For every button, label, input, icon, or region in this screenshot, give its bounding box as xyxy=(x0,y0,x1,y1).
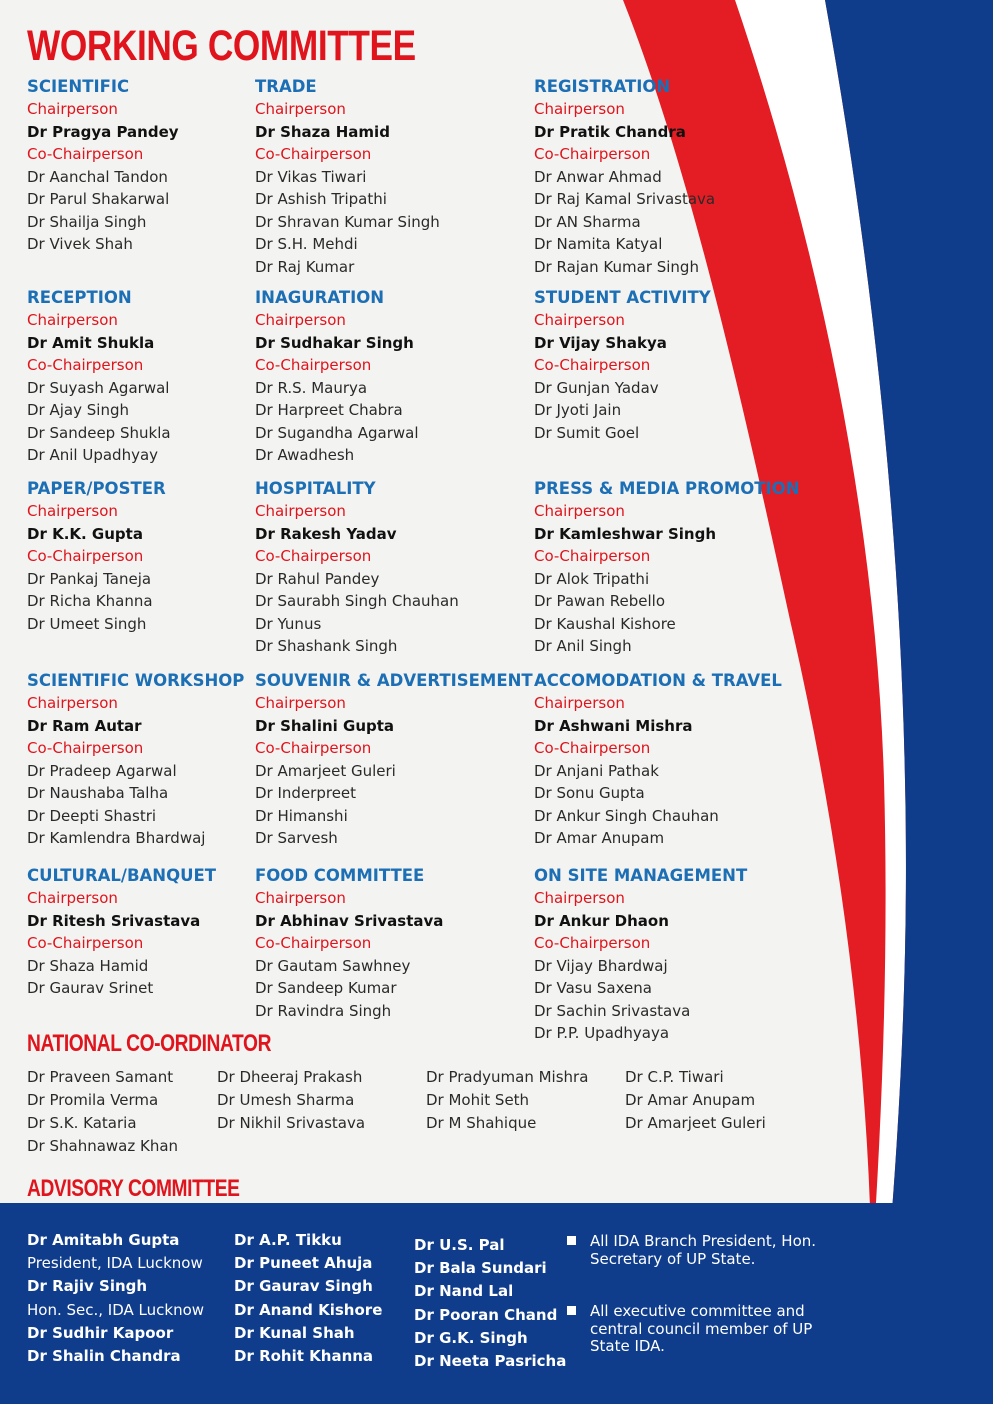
member-name: Dr Ankur Singh Chauhan xyxy=(534,806,719,825)
chairperson-label: Chairperson xyxy=(534,889,625,907)
co-chairperson-label: Co-Chairperson xyxy=(255,739,372,757)
coordinator-name: Dr Nikhil Srivastava xyxy=(217,1114,366,1132)
member-name: Dr Sumit Goel xyxy=(534,423,640,442)
member-name: Dr Kamlendra Bhardwaj xyxy=(27,829,206,847)
chairperson-label: Chairperson xyxy=(534,311,625,329)
member-name: Dr Shailja Singh xyxy=(27,212,147,231)
member-name: Dr Ravindra Singh xyxy=(255,1001,392,1020)
committee-block xyxy=(534,477,804,658)
advisor-name: Dr Rajiv Singh xyxy=(27,1277,148,1296)
member-name: Dr Rajan Kumar Singh xyxy=(534,257,699,276)
committee-block xyxy=(534,864,804,1045)
member-name: Dr Umeet Singh xyxy=(27,614,147,633)
chairperson-name: Dr Amit Shukla xyxy=(27,333,155,352)
advisory-column xyxy=(414,1234,566,1373)
co-chairperson-label: Co-Chairperson xyxy=(27,547,144,565)
committee-title: PAPER/POSTER xyxy=(27,479,166,498)
member-name: Dr Inderpreet xyxy=(255,784,357,802)
member-name: Dr Shravan Kumar Singh xyxy=(255,212,440,231)
member-name: Dr Richa Khanna xyxy=(27,592,153,610)
advisor-name: Dr Nand Lal xyxy=(414,1282,514,1301)
committee-title: HOSPITALITY xyxy=(255,479,376,498)
committee-title: REGISTRATION xyxy=(534,77,671,96)
committee-block xyxy=(534,286,804,444)
coordinator-name: Dr Shahnawaz Khan xyxy=(27,1137,179,1155)
coordinator-column xyxy=(27,1066,178,1158)
coordinator-name: Dr Umesh Sharma xyxy=(217,1091,355,1109)
member-name: Dr AN Sharma xyxy=(534,212,641,231)
coordinator-name: Dr Amar Anupam xyxy=(625,1091,756,1109)
committee-title: ON SITE MANAGEMENT xyxy=(534,866,748,885)
national-coordinator-title: NATIONAL CO-ORDINATOR xyxy=(27,1030,272,1057)
coordinator-name: Dr C.P. Tiwari xyxy=(625,1068,724,1086)
member-name: Dr Namita Katyal xyxy=(534,235,663,253)
member-name: Dr Sonu Gupta xyxy=(534,784,645,802)
committee-block xyxy=(534,669,804,850)
member-name: Dr Anil Upadhyay xyxy=(27,446,159,464)
chairperson-name: Dr Ram Autar xyxy=(27,716,142,735)
chairperson-label: Chairperson xyxy=(255,100,346,118)
member-name: Dr Suyash Agarwal xyxy=(27,378,170,397)
chairperson-name: Dr Abhinav Srivastava xyxy=(255,911,444,930)
advisor-name: Dr Pooran Chand xyxy=(414,1305,558,1324)
chairperson-name: Dr Pratik Chandra xyxy=(534,122,686,141)
co-chairperson-label: Co-Chairperson xyxy=(27,739,144,757)
committee-title: SCIENTIFIC WORKSHOP xyxy=(27,671,245,690)
co-chairperson-label: Co-Chairperson xyxy=(255,547,372,565)
advisor-name: Dr Kunal Shah xyxy=(234,1323,355,1342)
member-name: Dr R.S. Maurya xyxy=(255,378,368,397)
member-name: Dr Raj Kumar xyxy=(255,257,355,276)
coordinator-name: Dr Dheeraj Prakash xyxy=(217,1068,363,1086)
member-name: Dr Sachin Srivastava xyxy=(534,1001,691,1020)
co-chairperson-label: Co-Chairperson xyxy=(27,356,144,374)
chairperson-name: Dr Shaza Hamid xyxy=(255,122,390,141)
member-name: Dr Vasu Saxena xyxy=(534,979,652,997)
member-name: Dr Deepti Shastri xyxy=(27,806,157,825)
member-name: Dr Alok Tripathi xyxy=(534,569,650,588)
member-name: Dr Anil Singh xyxy=(534,637,632,655)
chairperson-name: Dr Ashwani Mishra xyxy=(534,716,693,735)
member-name: Dr Saurabh Singh Chauhan xyxy=(255,592,459,610)
advisor-name: Dr Sudhir Kapoor xyxy=(27,1323,174,1342)
member-name: Dr Vijay Bhardwaj xyxy=(534,956,668,975)
advisory-note xyxy=(567,1303,817,1356)
co-chairperson-label: Co-Chairperson xyxy=(255,145,372,163)
advisory-committee-title: ADVISORY COMMITTEE xyxy=(27,1175,240,1202)
advisory-column xyxy=(27,1229,204,1368)
chairperson-name: Dr Rakesh Yadav xyxy=(255,524,397,543)
member-name: Dr Anjani Pathak xyxy=(534,761,659,780)
co-chairperson-label: Co-Chairperson xyxy=(27,145,144,163)
chairperson-name: Dr Vijay Shakya xyxy=(534,333,667,352)
chairperson-label: Chairperson xyxy=(255,694,346,712)
square-bullet-icon xyxy=(567,1306,576,1315)
member-name: Dr Vikas Tiwari xyxy=(255,167,367,186)
chairperson-label: Chairperson xyxy=(27,100,118,118)
committee-block xyxy=(255,669,533,850)
advisor-name: Dr A.P. Tikku xyxy=(234,1231,342,1249)
chairperson-label: Chairperson xyxy=(534,100,625,118)
co-chairperson-label: Co-Chairperson xyxy=(534,356,651,374)
committee-block xyxy=(255,477,525,658)
member-name: Dr Jyoti Jain xyxy=(534,401,622,419)
member-name: Dr Amar Anupam xyxy=(534,829,665,847)
committee-title: INAGURATION xyxy=(255,288,385,307)
member-name: Dr Shashank Singh xyxy=(255,637,398,655)
member-name: Dr Ajay Singh xyxy=(27,401,129,419)
member-name: Dr Anwar Ahmad xyxy=(534,167,662,186)
chairperson-label: Chairperson xyxy=(255,889,346,907)
advisor-name: Dr Bala Sundari xyxy=(414,1259,547,1278)
member-name: Dr Gunjan Yadav xyxy=(534,378,659,397)
chairperson-name: Dr K.K. Gupta xyxy=(27,524,143,543)
committee-title: STUDENT ACTIVITY xyxy=(534,288,711,307)
committee-title: ACCOMODATION & TRAVEL xyxy=(534,671,782,690)
co-chairperson-label: Co-Chairperson xyxy=(534,145,651,163)
member-name: Dr Pawan Rebello xyxy=(534,592,666,610)
co-chairperson-label: Co-Chairperson xyxy=(27,934,144,952)
advisory-note-text: All IDA Branch President, Hon. Secretary of UP State. xyxy=(590,1232,817,1268)
committee-title: TRADE xyxy=(255,77,317,96)
committee-title: CULTURAL/BANQUET xyxy=(27,866,217,885)
coordinator-name: Dr Praveen Samant xyxy=(27,1068,174,1086)
chairperson-label: Chairperson xyxy=(534,502,625,520)
chairperson-name: Dr Shalini Gupta xyxy=(255,716,395,735)
coordinator-name: Dr Promila Verma xyxy=(27,1091,159,1109)
coordinator-name: Dr Mohit Seth xyxy=(426,1091,530,1109)
chairperson-label: Chairperson xyxy=(27,502,118,520)
chairperson-label: Chairperson xyxy=(534,694,625,712)
chairperson-label: Chairperson xyxy=(27,694,118,712)
co-chairperson-label: Co-Chairperson xyxy=(534,739,651,757)
member-name: Dr S.H. Mehdi xyxy=(255,235,358,253)
advisory-note xyxy=(567,1233,817,1268)
member-name: Dr Sandeep Shukla xyxy=(27,423,171,442)
committee-block xyxy=(255,75,525,278)
advisory-note-text: All executive committee and central council member of UP State IDA. xyxy=(590,1302,813,1355)
chairperson-name: Dr Ankur Dhaon xyxy=(534,911,669,930)
member-name: Dr Parul Shakarwal xyxy=(27,190,170,208)
coordinator-name: Dr Amarjeet Guleri xyxy=(625,1114,766,1132)
member-name: Dr Yunus xyxy=(255,614,322,633)
chairperson-name: Dr Kamleshwar Singh xyxy=(534,524,717,543)
co-chairperson-label: Co-Chairperson xyxy=(534,934,651,952)
member-name: Dr Sandeep Kumar xyxy=(255,979,397,997)
member-name: Dr Rahul Pandey xyxy=(255,569,380,588)
chairperson-name: Dr Sudhakar Singh xyxy=(255,333,414,352)
coordinator-name: Dr Pradyuman Mishra xyxy=(426,1068,589,1086)
member-name: Dr P.P. Upadhyaya xyxy=(534,1024,670,1042)
member-name: Dr Gautam Sawhney xyxy=(255,956,411,975)
coordinator-name: Dr S.K. Kataria xyxy=(27,1114,137,1132)
committee-block xyxy=(534,75,804,278)
advisor-name: Dr Anand Kishore xyxy=(234,1300,383,1319)
committee-block xyxy=(255,286,525,467)
advisor-name: Dr G.K. Singh xyxy=(414,1328,528,1347)
committee-title: SCIENTIFIC xyxy=(27,77,130,96)
member-name: Dr Himanshi xyxy=(255,806,348,825)
member-name: Dr Vivek Shah xyxy=(27,235,133,253)
coordinator-column xyxy=(426,1066,588,1135)
advisor-role: President, IDA Lucknow xyxy=(27,1254,203,1273)
member-name: Dr Awadhesh xyxy=(255,446,355,464)
advisor-role: Hon. Sec., IDA Lucknow xyxy=(27,1300,205,1319)
committee-title: FOOD COMMITTEE xyxy=(255,866,425,885)
committee-title: PRESS & MEDIA PROMOTION xyxy=(534,479,800,498)
member-name: Dr Shaza Hamid xyxy=(27,956,149,975)
committee-title: SOUVENIR & ADVERTISEMENT xyxy=(255,671,533,690)
advisor-name: Dr U.S. Pal xyxy=(414,1236,505,1254)
committee-title: RECEPTION xyxy=(27,288,132,307)
coordinator-name: Dr M Shahique xyxy=(426,1114,537,1132)
member-name: Dr Sarvesh xyxy=(255,829,338,847)
chairperson-name: Dr Ritesh Srivastava xyxy=(27,911,201,930)
advisor-name: Dr Gaurav Singh xyxy=(234,1277,373,1296)
chairperson-label: Chairperson xyxy=(27,311,118,329)
coordinator-column xyxy=(217,1066,365,1135)
advisor-name: Dr Puneet Ahuja xyxy=(234,1254,373,1273)
square-bullet-icon xyxy=(567,1236,576,1245)
member-name: Dr Pankaj Taneja xyxy=(27,569,152,588)
page-title: WORKING COMMITTEE xyxy=(27,22,416,70)
advisory-column xyxy=(234,1229,382,1368)
advisor-name: Dr Amitabh Gupta xyxy=(27,1231,180,1249)
coordinator-column xyxy=(625,1066,766,1135)
co-chairperson-label: Co-Chairperson xyxy=(255,356,372,374)
member-name: Dr Gaurav Srinet xyxy=(27,979,154,997)
member-name: Dr Amarjeet Guleri xyxy=(255,761,396,780)
chairperson-label: Chairperson xyxy=(27,889,118,907)
advisor-name: Dr Rohit Khanna xyxy=(234,1346,374,1365)
member-name: Dr Ashish Tripathi xyxy=(255,190,387,208)
chairperson-name: Dr Pragya Pandey xyxy=(27,122,179,141)
member-name: Dr Raj Kamal Srivastava xyxy=(534,190,716,208)
member-name: Dr Kaushal Kishore xyxy=(534,614,676,633)
member-name: Dr Harpreet Chabra xyxy=(255,401,403,419)
member-name: Dr Pradeep Agarwal xyxy=(27,761,177,780)
member-name: Dr Aanchal Tandon xyxy=(27,167,168,186)
advisor-name: Dr Shalin Chandra xyxy=(27,1346,181,1365)
member-name: Dr Naushaba Talha xyxy=(27,784,169,802)
member-name: Dr Sugandha Agarwal xyxy=(255,423,419,442)
co-chairperson-label: Co-Chairperson xyxy=(534,547,651,565)
chairperson-label: Chairperson xyxy=(255,502,346,520)
chairperson-label: Chairperson xyxy=(255,311,346,329)
co-chairperson-label: Co-Chairperson xyxy=(255,934,372,952)
committee-block xyxy=(255,864,525,1022)
advisor-name: Dr Neeta Pasricha xyxy=(414,1351,567,1370)
